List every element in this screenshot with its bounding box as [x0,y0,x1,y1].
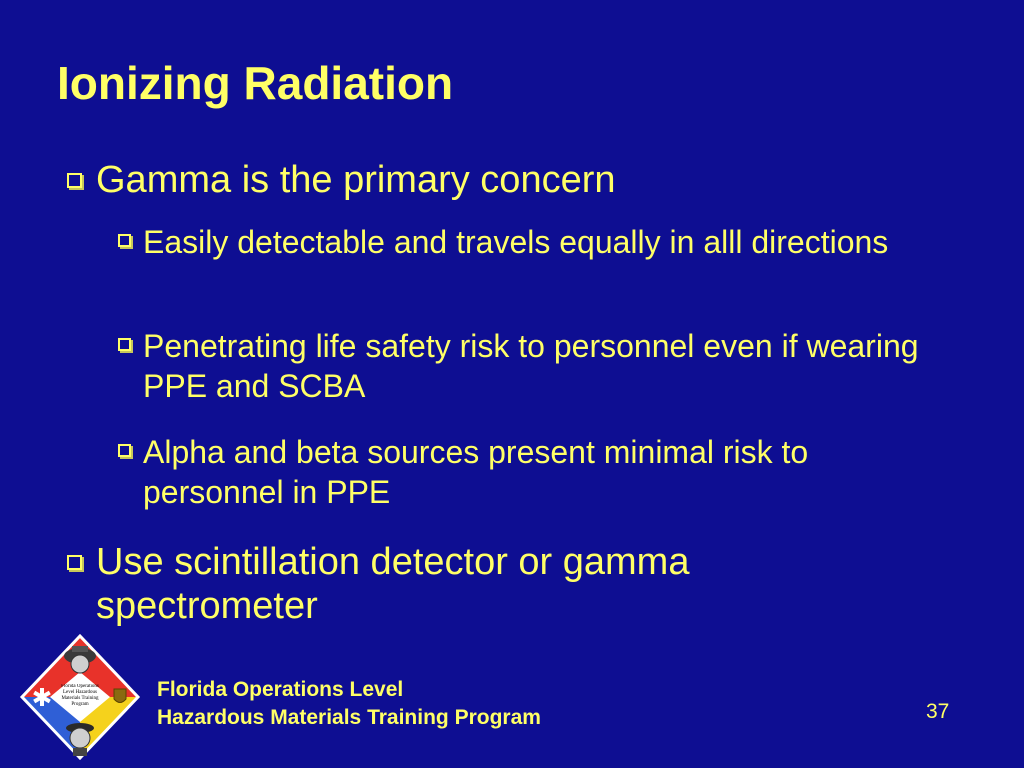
badge-icon [114,689,126,703]
logo-text: Florida Operations Level Hazardous Materials Training Program [61,684,99,707]
bullet-item [67,158,856,202]
page-number: 37 [926,700,950,723]
officer-bottom-icon [66,723,94,756]
footer-line-1: Florida Operations Level [157,678,404,701]
bullet-item [118,326,943,406]
checkbox-bullet-icon [118,234,131,247]
hazmat-diamond-logo [18,632,142,762]
bullet-item [118,222,913,262]
checkbox-bullet-icon [67,555,82,570]
bullet-text: Use scintillation detector or gamma spectrometer [96,541,690,627]
checkbox-bullet-icon [67,173,82,188]
footer-line-2: Hazardous Materials Training Program [157,706,541,729]
bullet-text: Penetrating life safety risk to personnel even if wearing PPE and SCBA [143,328,919,404]
checkbox-bullet-icon [118,338,131,351]
bullet-text: Easily detectable and travels equally in alll directions [143,224,889,260]
slide-title: Ionizing Radiation [57,57,454,109]
footer [157,676,541,732]
bullet-item [118,432,943,512]
checkbox-bullet-icon [118,444,131,457]
bullet-text: Gamma is the primary concern [96,159,616,201]
bullet-item [67,540,856,628]
bullet-text: Alpha and beta sources present minimal risk to personnel in PPE [143,434,809,510]
